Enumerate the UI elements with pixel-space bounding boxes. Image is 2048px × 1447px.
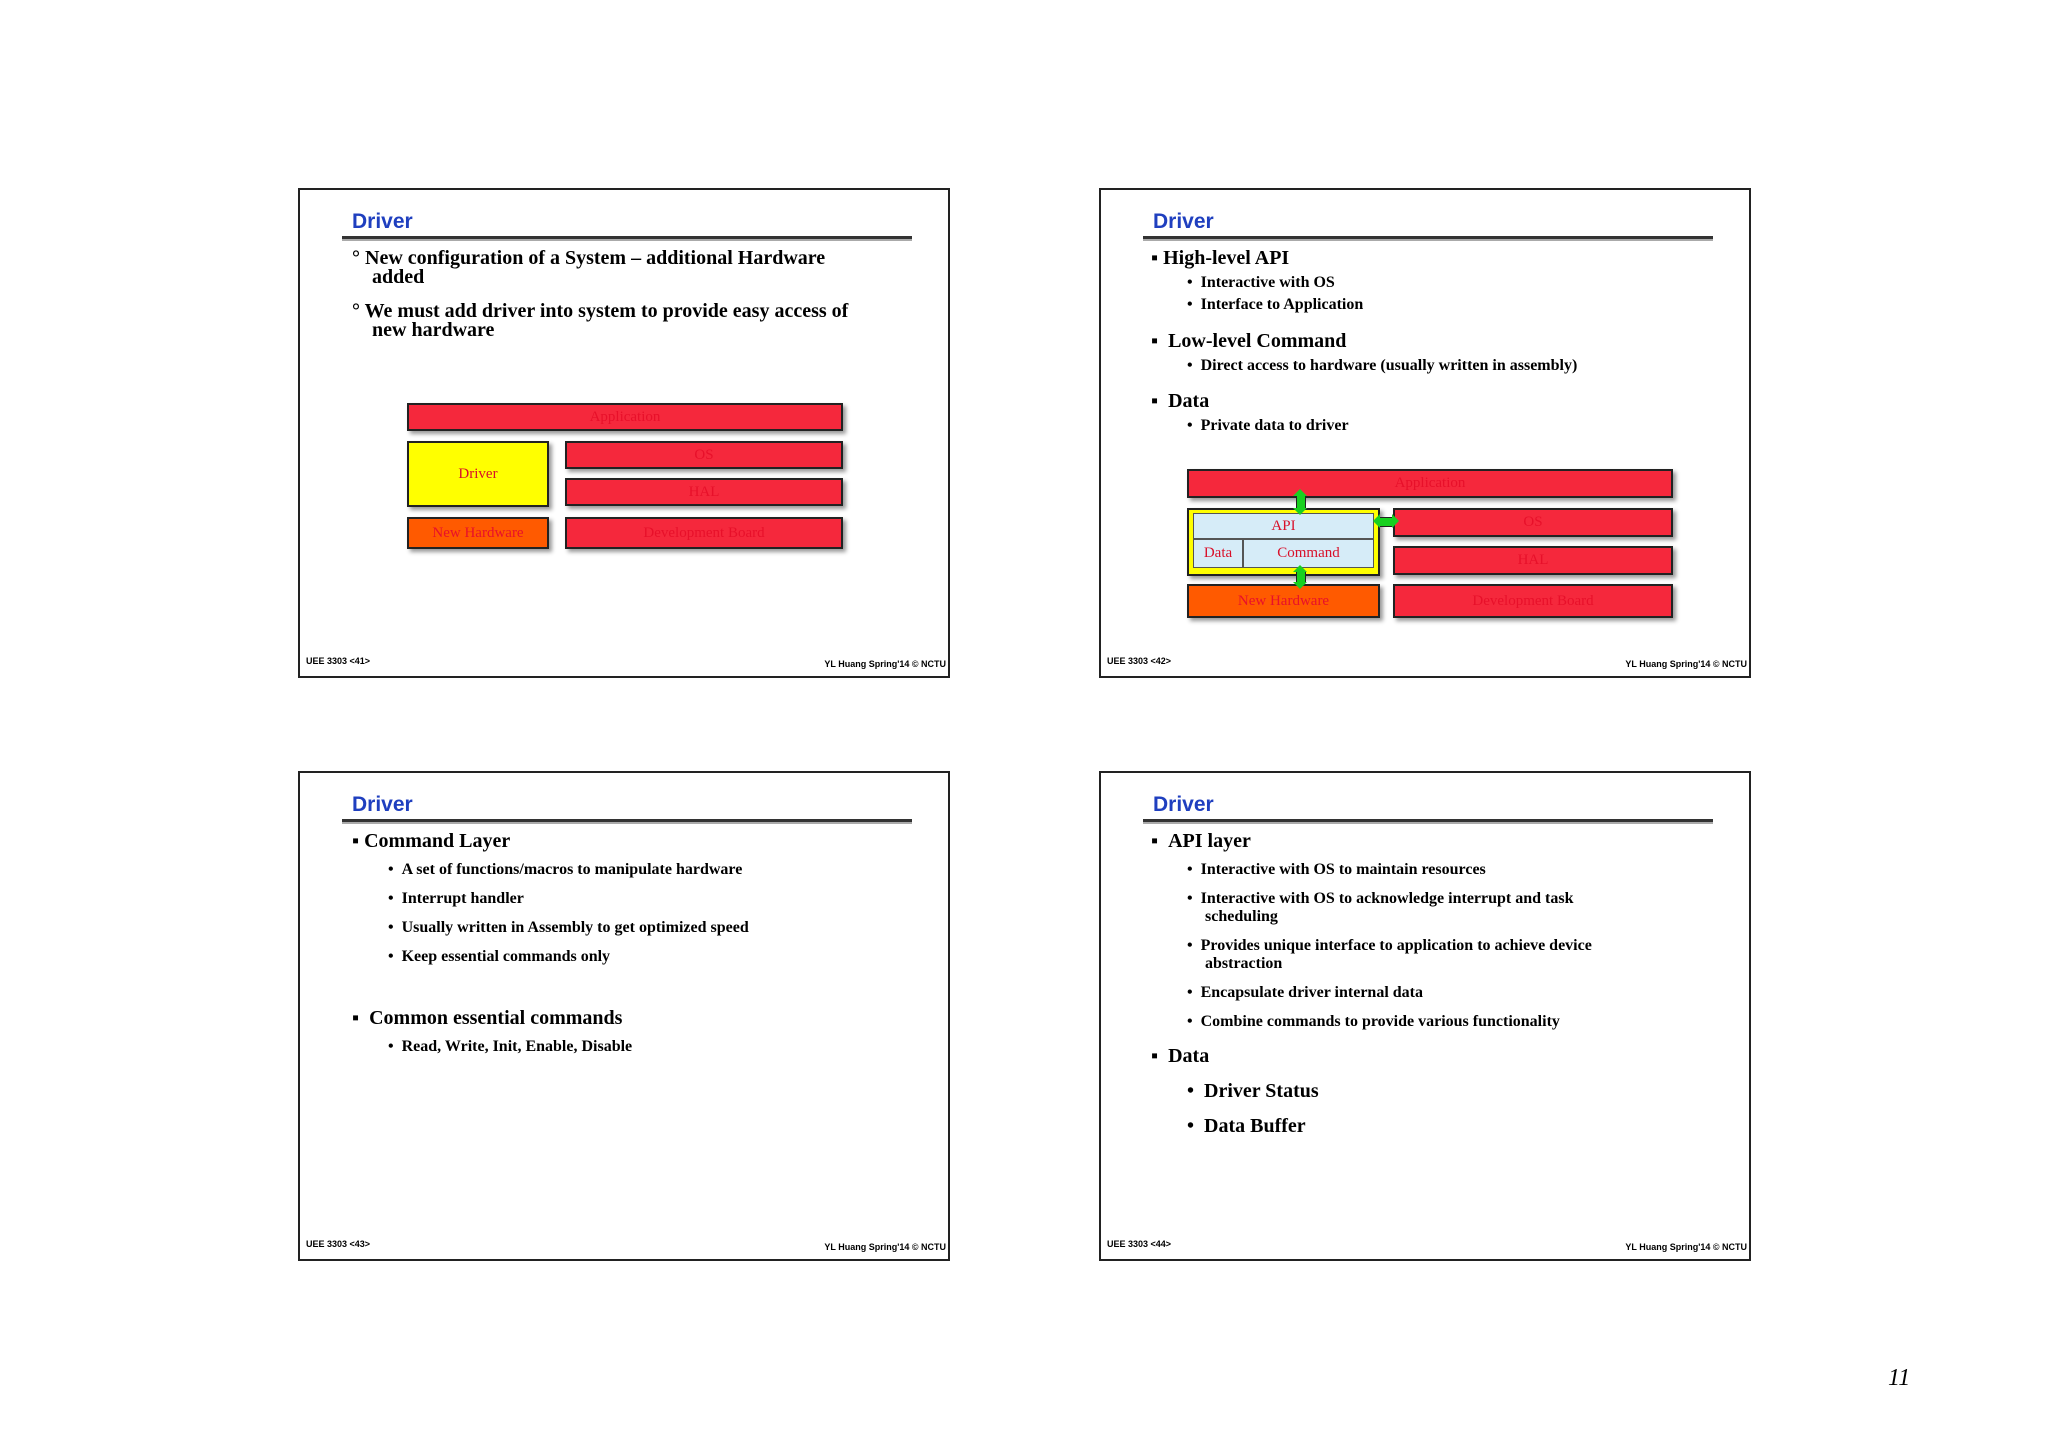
- list-item: • Direct access to hardware (usually written in assembly): [1187, 357, 1578, 374]
- slide-title: Driver: [352, 793, 413, 816]
- bullet-text: New configuration of a System – additional Hardware: [365, 247, 826, 269]
- section-heading: ▪ Data: [1151, 390, 1210, 412]
- section-heading: ▪ High-level API: [1151, 247, 1290, 269]
- api-block: API: [1193, 513, 1374, 539]
- driver-block: Driver: [407, 441, 549, 507]
- section-heading: ▪ Command Layer: [352, 830, 511, 852]
- os-block: OS: [1393, 508, 1673, 537]
- development-board-block: Development Board: [1393, 584, 1673, 618]
- slide-44: [1099, 771, 1751, 1261]
- list-item: • Driver Status: [1187, 1080, 1319, 1102]
- footer-author: YL Huang Spring'14 © NCTU: [1625, 1242, 1747, 1252]
- double-arrow-icon: [1296, 571, 1306, 583]
- list-item-cont: scheduling: [1205, 908, 1278, 925]
- list-item: • Interface to Application: [1187, 296, 1364, 313]
- os-block: OS: [565, 441, 843, 469]
- hal-block: HAL: [565, 478, 843, 506]
- section-heading: ▪ Data: [1151, 1045, 1210, 1067]
- footer-author: YL Huang Spring'14 © NCTU: [824, 1242, 946, 1252]
- new-hardware-block: New Hardware: [407, 517, 549, 549]
- list-item: • Encapsulate driver internal data: [1187, 984, 1423, 1001]
- slide-43: [298, 771, 950, 1261]
- footer-author: YL Huang Spring'14 © NCTU: [1625, 659, 1747, 669]
- footer-course: UEE 3303 <44>: [1107, 1239, 1172, 1249]
- data-block: Data: [1193, 539, 1243, 568]
- bullet-2-cont: new hardware: [372, 319, 495, 341]
- new-hardware-block: New Hardware: [1187, 584, 1380, 618]
- footer-course: UEE 3303 <42>: [1107, 656, 1172, 666]
- application-block: Application: [1187, 469, 1673, 498]
- slide-41: [298, 188, 950, 678]
- development-board-block: Development Board: [565, 517, 843, 549]
- slide-title: Driver: [352, 210, 413, 233]
- footer-course: UEE 3303 <41>: [306, 656, 371, 666]
- hal-block: HAL: [1393, 546, 1673, 575]
- degree-bullet-icon: °: [352, 247, 360, 269]
- footer-course: UEE 3303 <43>: [306, 1239, 371, 1249]
- list-item: • Private data to driver: [1187, 417, 1349, 434]
- bullet-1-cont: added: [372, 266, 425, 288]
- title-rule: [1143, 819, 1713, 822]
- list-item: • Combine commands to provide various functionality: [1187, 1013, 1560, 1030]
- section-heading: ▪ Low-level Command: [1151, 330, 1347, 352]
- double-arrow-icon: [1296, 495, 1306, 509]
- page-number: 11: [1888, 1365, 1911, 1391]
- list-item: • Usually written in Assembly to get optimized speed: [388, 919, 749, 936]
- list-item: • Keep essential commands only: [388, 948, 611, 965]
- title-rule: [1143, 236, 1713, 239]
- footer-author: YL Huang Spring'14 © NCTU: [824, 659, 946, 669]
- list-item: • Provides unique interface to application to achieve device: [1187, 937, 1592, 954]
- list-item: • Data Buffer: [1187, 1115, 1306, 1137]
- command-block: Command: [1243, 539, 1374, 568]
- title-rule: [342, 819, 912, 822]
- double-arrow-icon: [1379, 517, 1393, 527]
- bullet-text: We must add driver into system to provide easy access of: [364, 300, 849, 322]
- list-item: • Interactive with OS to maintain resources: [1187, 861, 1486, 878]
- application-block: Application: [407, 403, 843, 431]
- slide-42: [1099, 188, 1751, 678]
- list-item-cont: abstraction: [1205, 955, 1283, 972]
- slide-title: Driver: [1153, 210, 1214, 233]
- title-rule: [342, 236, 912, 239]
- list-item: • Interrupt handler: [388, 890, 524, 907]
- list-item: • Read, Write, Init, Enable, Disable: [388, 1038, 633, 1055]
- degree-bullet-icon: °: [352, 300, 360, 322]
- list-item: • Interactive with OS to acknowledge interrupt and task: [1187, 890, 1574, 907]
- slide-title: Driver: [1153, 793, 1214, 816]
- list-item: • Interactive with OS: [1187, 274, 1335, 291]
- section-heading: ▪ API layer: [1151, 830, 1251, 852]
- list-item: • A set of functions/macros to manipulate hardware: [388, 861, 743, 878]
- section-heading: ▪ Common essential commands: [352, 1007, 623, 1029]
